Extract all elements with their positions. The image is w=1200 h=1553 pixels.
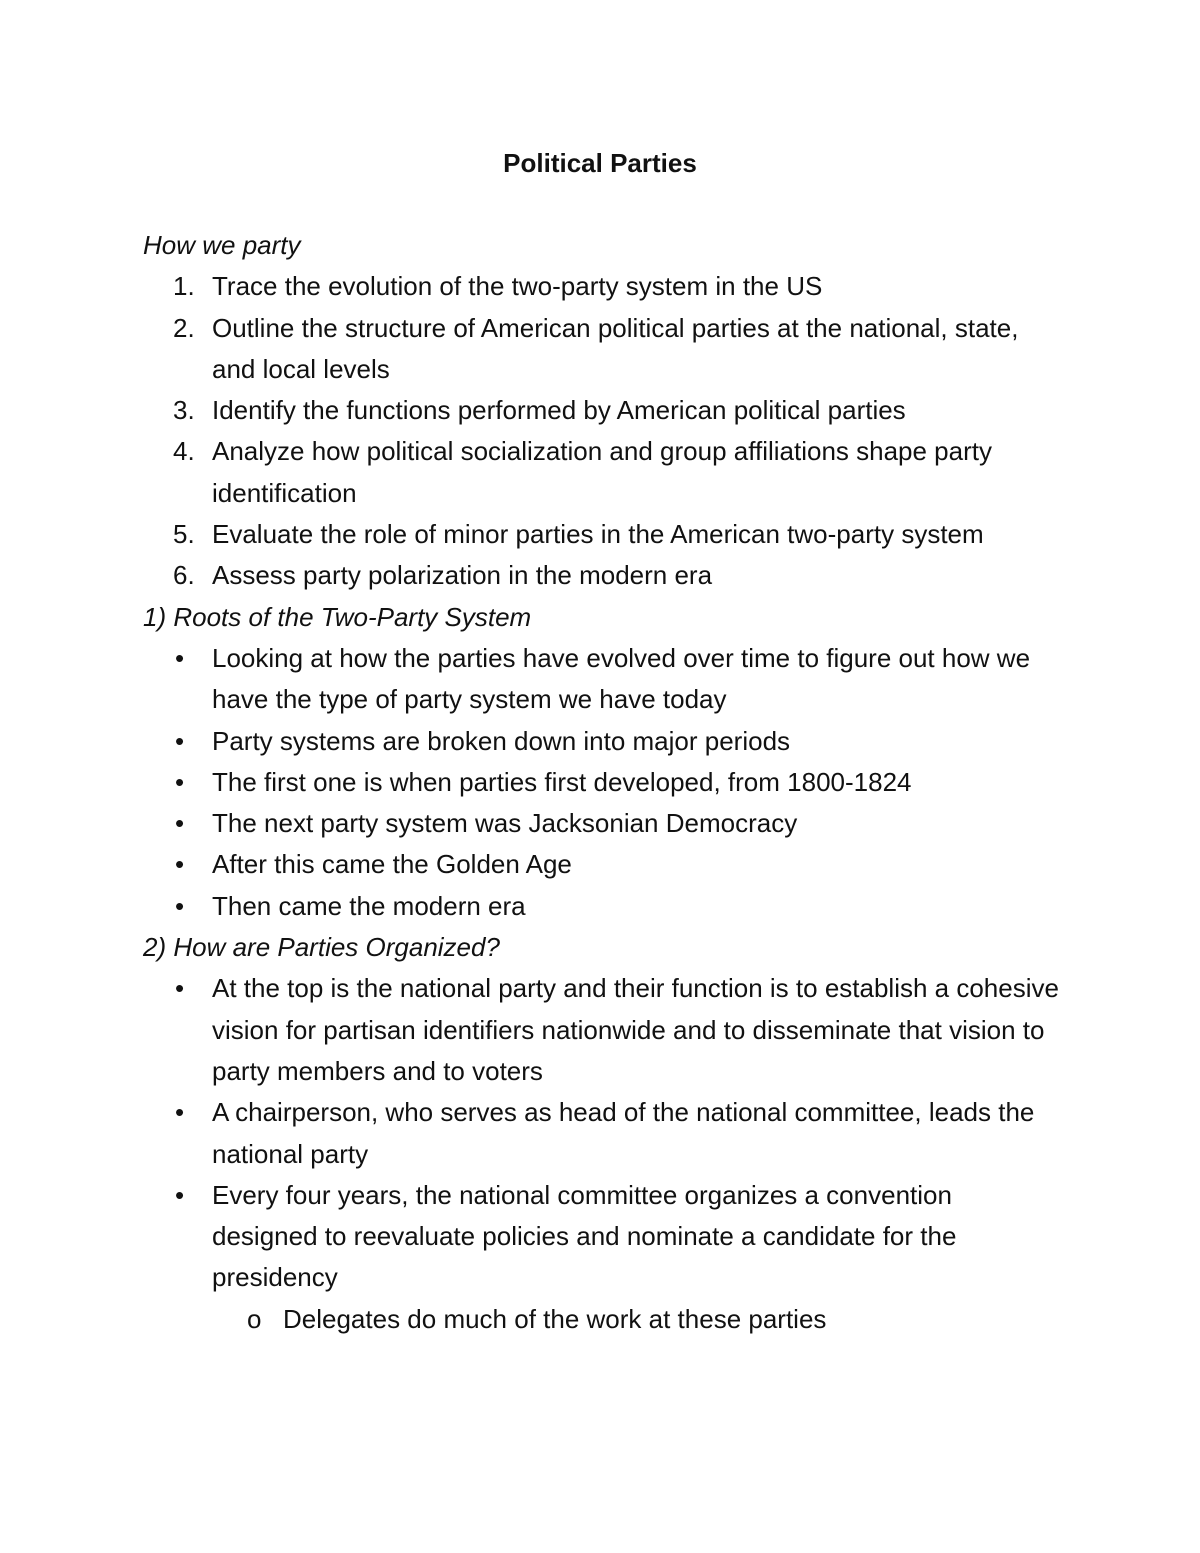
page-title: Political Parties xyxy=(503,148,697,178)
list-item xyxy=(143,762,1063,803)
bullet-icon: • xyxy=(175,973,185,1004)
list-item-text: Identify the functions performed by American political parties xyxy=(212,395,906,426)
list-item-text: The first one is when parties first developed, from 1800-1824 xyxy=(212,766,912,797)
list-number: 5. xyxy=(173,519,195,550)
list-number: 3. xyxy=(173,395,195,426)
list-item xyxy=(143,1092,1063,1175)
list-item-text: After this came the Golden Age xyxy=(212,849,572,880)
sub-list-item xyxy=(212,1299,1063,1340)
list-item xyxy=(143,514,1063,555)
list-item xyxy=(143,390,1063,431)
list-item xyxy=(143,308,1063,391)
section2-list xyxy=(143,968,1063,1340)
sub-list xyxy=(212,1299,1063,1340)
bullet-icon: • xyxy=(175,766,185,797)
section1-list xyxy=(143,638,1063,927)
list-item xyxy=(143,968,1063,1092)
bullet-icon: • xyxy=(175,1179,185,1210)
list-item xyxy=(143,886,1063,927)
document-body xyxy=(143,225,1063,1340)
list-item-text: Every four years, the national committee organizes a convention designed to reevaluate policies and nominate a candidate for the presidency xyxy=(212,1179,957,1293)
bullet-icon: • xyxy=(175,725,185,756)
bullet-icon: • xyxy=(175,642,185,673)
section2-heading: 2) How are Parties Organized? xyxy=(143,932,500,963)
list-item-text: At the top is the national party and their function is to establish a cohesive vision for partisan identifiers nationwide and to disseminate that vision to party members and to voters xyxy=(212,973,1059,1086)
list-item-text: The next party system was Jacksonian Democracy xyxy=(212,808,798,839)
list-number: 4. xyxy=(173,436,195,467)
list-item xyxy=(143,266,1063,307)
list-number: 2. xyxy=(173,312,195,343)
list-number: 6. xyxy=(173,560,195,591)
list-item-text: Assess party polarization in the modern era xyxy=(212,560,713,591)
list-item-text: Party systems are broken down into major periods xyxy=(212,725,791,756)
list-item-text: Outline the structure of American political parties at the national, state, and local levels xyxy=(212,312,1019,384)
list-item xyxy=(143,555,1063,596)
sub-list-item-text: Delegates do much of the work at these parties xyxy=(283,1303,827,1334)
list-item-text: A chairperson, who serves as head of the national committee, leads the national party xyxy=(212,1097,1035,1169)
list-item xyxy=(143,844,1063,885)
list-item-text: Trace the evolution of the two-party system in the US xyxy=(212,271,823,302)
list-item xyxy=(143,638,1063,721)
list-item-text: Evaluate the role of minor parties in the American two-party system xyxy=(212,519,984,550)
bullet-icon: • xyxy=(175,808,185,839)
list-item-text: Then came the modern era xyxy=(212,890,526,921)
intro-heading: How we party xyxy=(143,230,301,260)
list-item xyxy=(143,721,1063,762)
bullet-icon: • xyxy=(175,1097,185,1128)
bullet-icon: • xyxy=(175,890,185,921)
list-item xyxy=(143,803,1063,844)
objectives-list xyxy=(143,266,1063,596)
hollow-bullet-icon: o xyxy=(247,1303,262,1334)
list-item-text: Analyze how political socialization and group affiliations shape party identification xyxy=(212,436,992,508)
list-number: 1. xyxy=(173,271,195,302)
list-item-text: Looking at how the parties have evolved over time to figure out how we have the type of party system we have today xyxy=(212,642,1031,715)
bullet-icon: • xyxy=(175,849,185,880)
list-item xyxy=(143,1175,1063,1340)
list-item xyxy=(143,431,1063,514)
section1-heading: 1) Roots of the Two-Party System xyxy=(143,601,532,632)
